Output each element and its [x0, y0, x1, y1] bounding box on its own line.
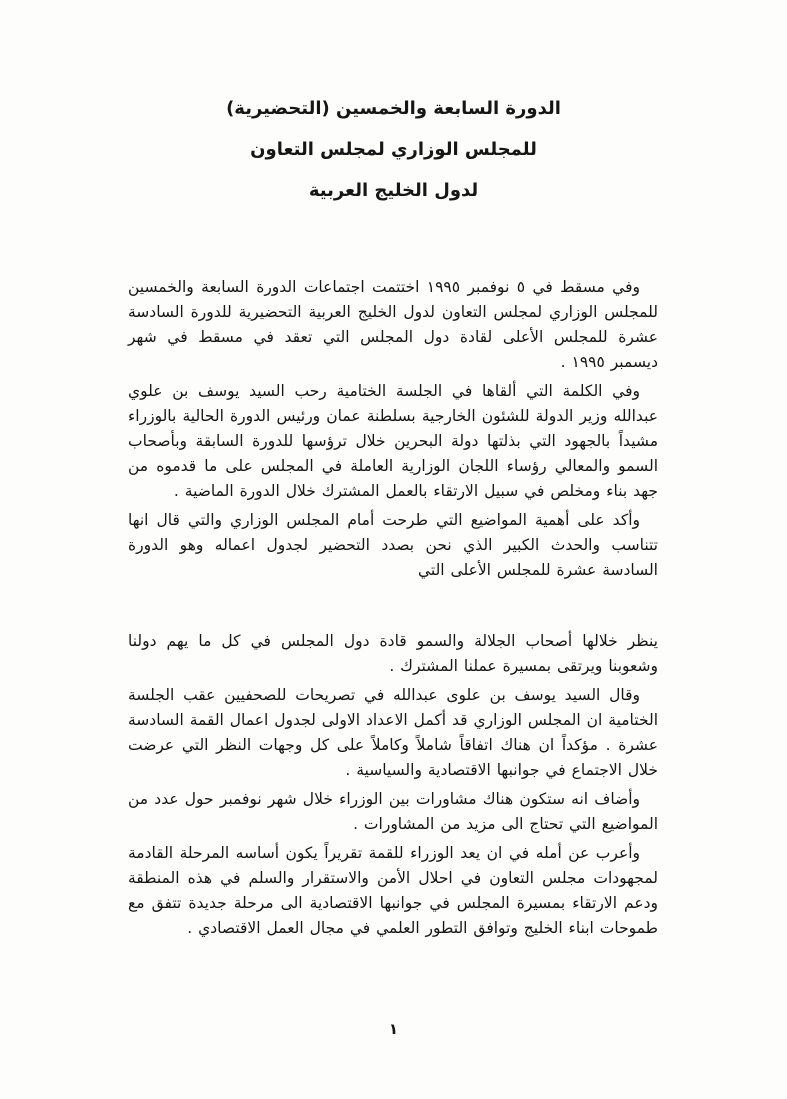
page-number: ١	[388, 1020, 399, 1038]
body-paragraph: وأكد على أهمية المواضيع التي طرحت أمام المجلس الوزاري والتي قال انها تتناسب والحدث الكبير الذي نحن بصدد التحضير لجدول اعماله وهو الدورة السادسة عشرة للمجلس الأعلى التي	[128, 511, 658, 579]
document-title	[0, 88, 787, 211]
body-paragraph-continuation: ينظر خلالها أصحاب الجلالة والسمو قادة دول المجلس في كل ما يهم دولنا وشعوبنا ويرتقى بمسيرة عملنا المشترك .	[128, 632, 658, 675]
body-paragraph: وأضاف انه ستكون هناك مشاورات بين الوزراء خلال شهر نوفمبر حول عدد من المواضيع التي تحتاج الى مزيد من المشاورات .	[128, 790, 658, 833]
body-paragraph: وفي الكلمة التي ألقاها في الجلسة الختامية رحب السيد يوسف بن علوي عبدالله وزير الدولة للشئون الخارجية بسلطنة عمان ورئيس الدورة الحالية بالوزراء مشيداً بالجهود التي بذلتها دولة البحرين خلال ترؤسها للدورة السابقة وبأصحاب السمو والمعالي رؤساء اللجان الوزارية العاملة في المجلس على ما قدموه من جهد بناء ومخلص في سبيل الارتقاء بالعمل المشترك خلال الدورة الماضية .	[128, 382, 658, 500]
body-paragraph: وأعرب عن أمله في ان يعد الوزراء للقمة تقريراً يكون أساسه المرحلة القادمة لمجهودات مجلس التعاون في احلال الأمن والاستقرار والسلم في هذه المنطقة ودعم الارتقاء بمسيرة المجلس في جوانبها الاقتصادية الى مرحلة جديدة تتفق مع طموحات ابناء الخليج وتوافق التطور العلمي في مجال العمل الاقتصادي .	[128, 844, 658, 937]
body-paragraph: وفي مسقط في ٥ نوفمبر ١٩٩٥ اختتمت اجتماعات الدورة السابعة والخمسين للمجلس الوزاري لمجلس التعاون لدول الخليج العربية التحضيرية للدورة السادسة عشرة للمجلس الأعلى لقادة دول المجلس التي تعقد في مسقط في شهر ديسمبر ١٩٩٥ .	[128, 278, 658, 371]
title-line-2: للمجلس الوزاري لمجلس التعاون	[250, 139, 537, 160]
document-body	[128, 275, 658, 941]
title-line-3: لدول الخليج العربية	[308, 180, 479, 201]
title-line-1: الدورة السابعة والخمسين (التحضيرية)	[226, 98, 561, 119]
body-paragraph: وقال السيد يوسف بن علوى عبدالله في تصريحات للصحفيين عقب الجلسة الختامية ان المجلس الوزاري قد أكمل الاعداد الاولى لجدول اعمال القمة السادسة عشرة . مؤكداً ان هناك اتفاقاً شاملاً وكاملاً على كل وجهات النظر التي عرضت خلال الاجتماع في جوانبها الاقتصادية والسياسية .	[128, 686, 658, 779]
